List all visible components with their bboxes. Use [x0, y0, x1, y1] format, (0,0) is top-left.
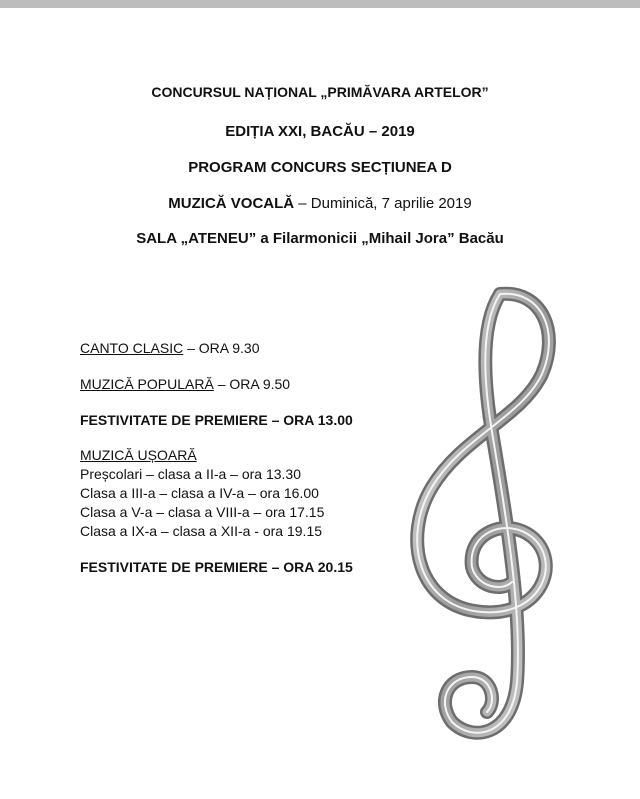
top-border: [0, 0, 640, 8]
populara-time: – ORA 9.50: [213, 376, 291, 392]
canto-row: [80, 340, 353, 356]
award-ceremony-1: FESTIVITATE DE PREMIERE – ORA 13.00: [80, 412, 353, 428]
section-title: MUZICĂ VOCALĂ: [168, 195, 295, 212]
section-date: – Duminică, 7 aprilie 2019: [294, 195, 472, 212]
usoara-item-1: Preșcolari – clasa a II-a – ora 13.30: [80, 466, 302, 482]
section-line: [0, 195, 640, 212]
canto-time: – ORA 9.30: [183, 340, 260, 356]
populara-row: [80, 376, 353, 392]
usoara-label: MUZICĂ UȘOARĂ: [80, 447, 197, 463]
usoara-item-2: Clasa a III-a – clasa a IV-a – ora 16.00: [80, 485, 319, 501]
award-ceremony-2: FESTIVITATE DE PREMIERE – ORA 20.15: [80, 559, 353, 575]
populara-label: MUZICĂ POPULARĂ: [80, 376, 214, 392]
contest-title: CONCURSUL NAȚIONAL „PRIMĂVARA ARTELOR”: [151, 84, 489, 100]
program-title: PROGRAM CONCURS SECȚIUNEA D: [188, 159, 452, 176]
usoara-item-4: Clasa a IX-a – clasa a XII-a - ora 19.15: [80, 523, 323, 539]
usoara-item-3: Clasa a V-a – clasa a VIII-a – ora 17.15: [80, 504, 325, 520]
venue-line: SALA „ATENEU” a Filarmonicii „Mihail Jora” Bacău: [136, 230, 504, 247]
canto-label: CANTO CLASIC: [80, 340, 184, 356]
program-list: [80, 340, 353, 575]
edition-line: EDIȚIA XXI, BACĂU – 2019: [225, 123, 415, 140]
treble-clef-icon: [392, 282, 592, 752]
document-header: [0, 84, 640, 247]
